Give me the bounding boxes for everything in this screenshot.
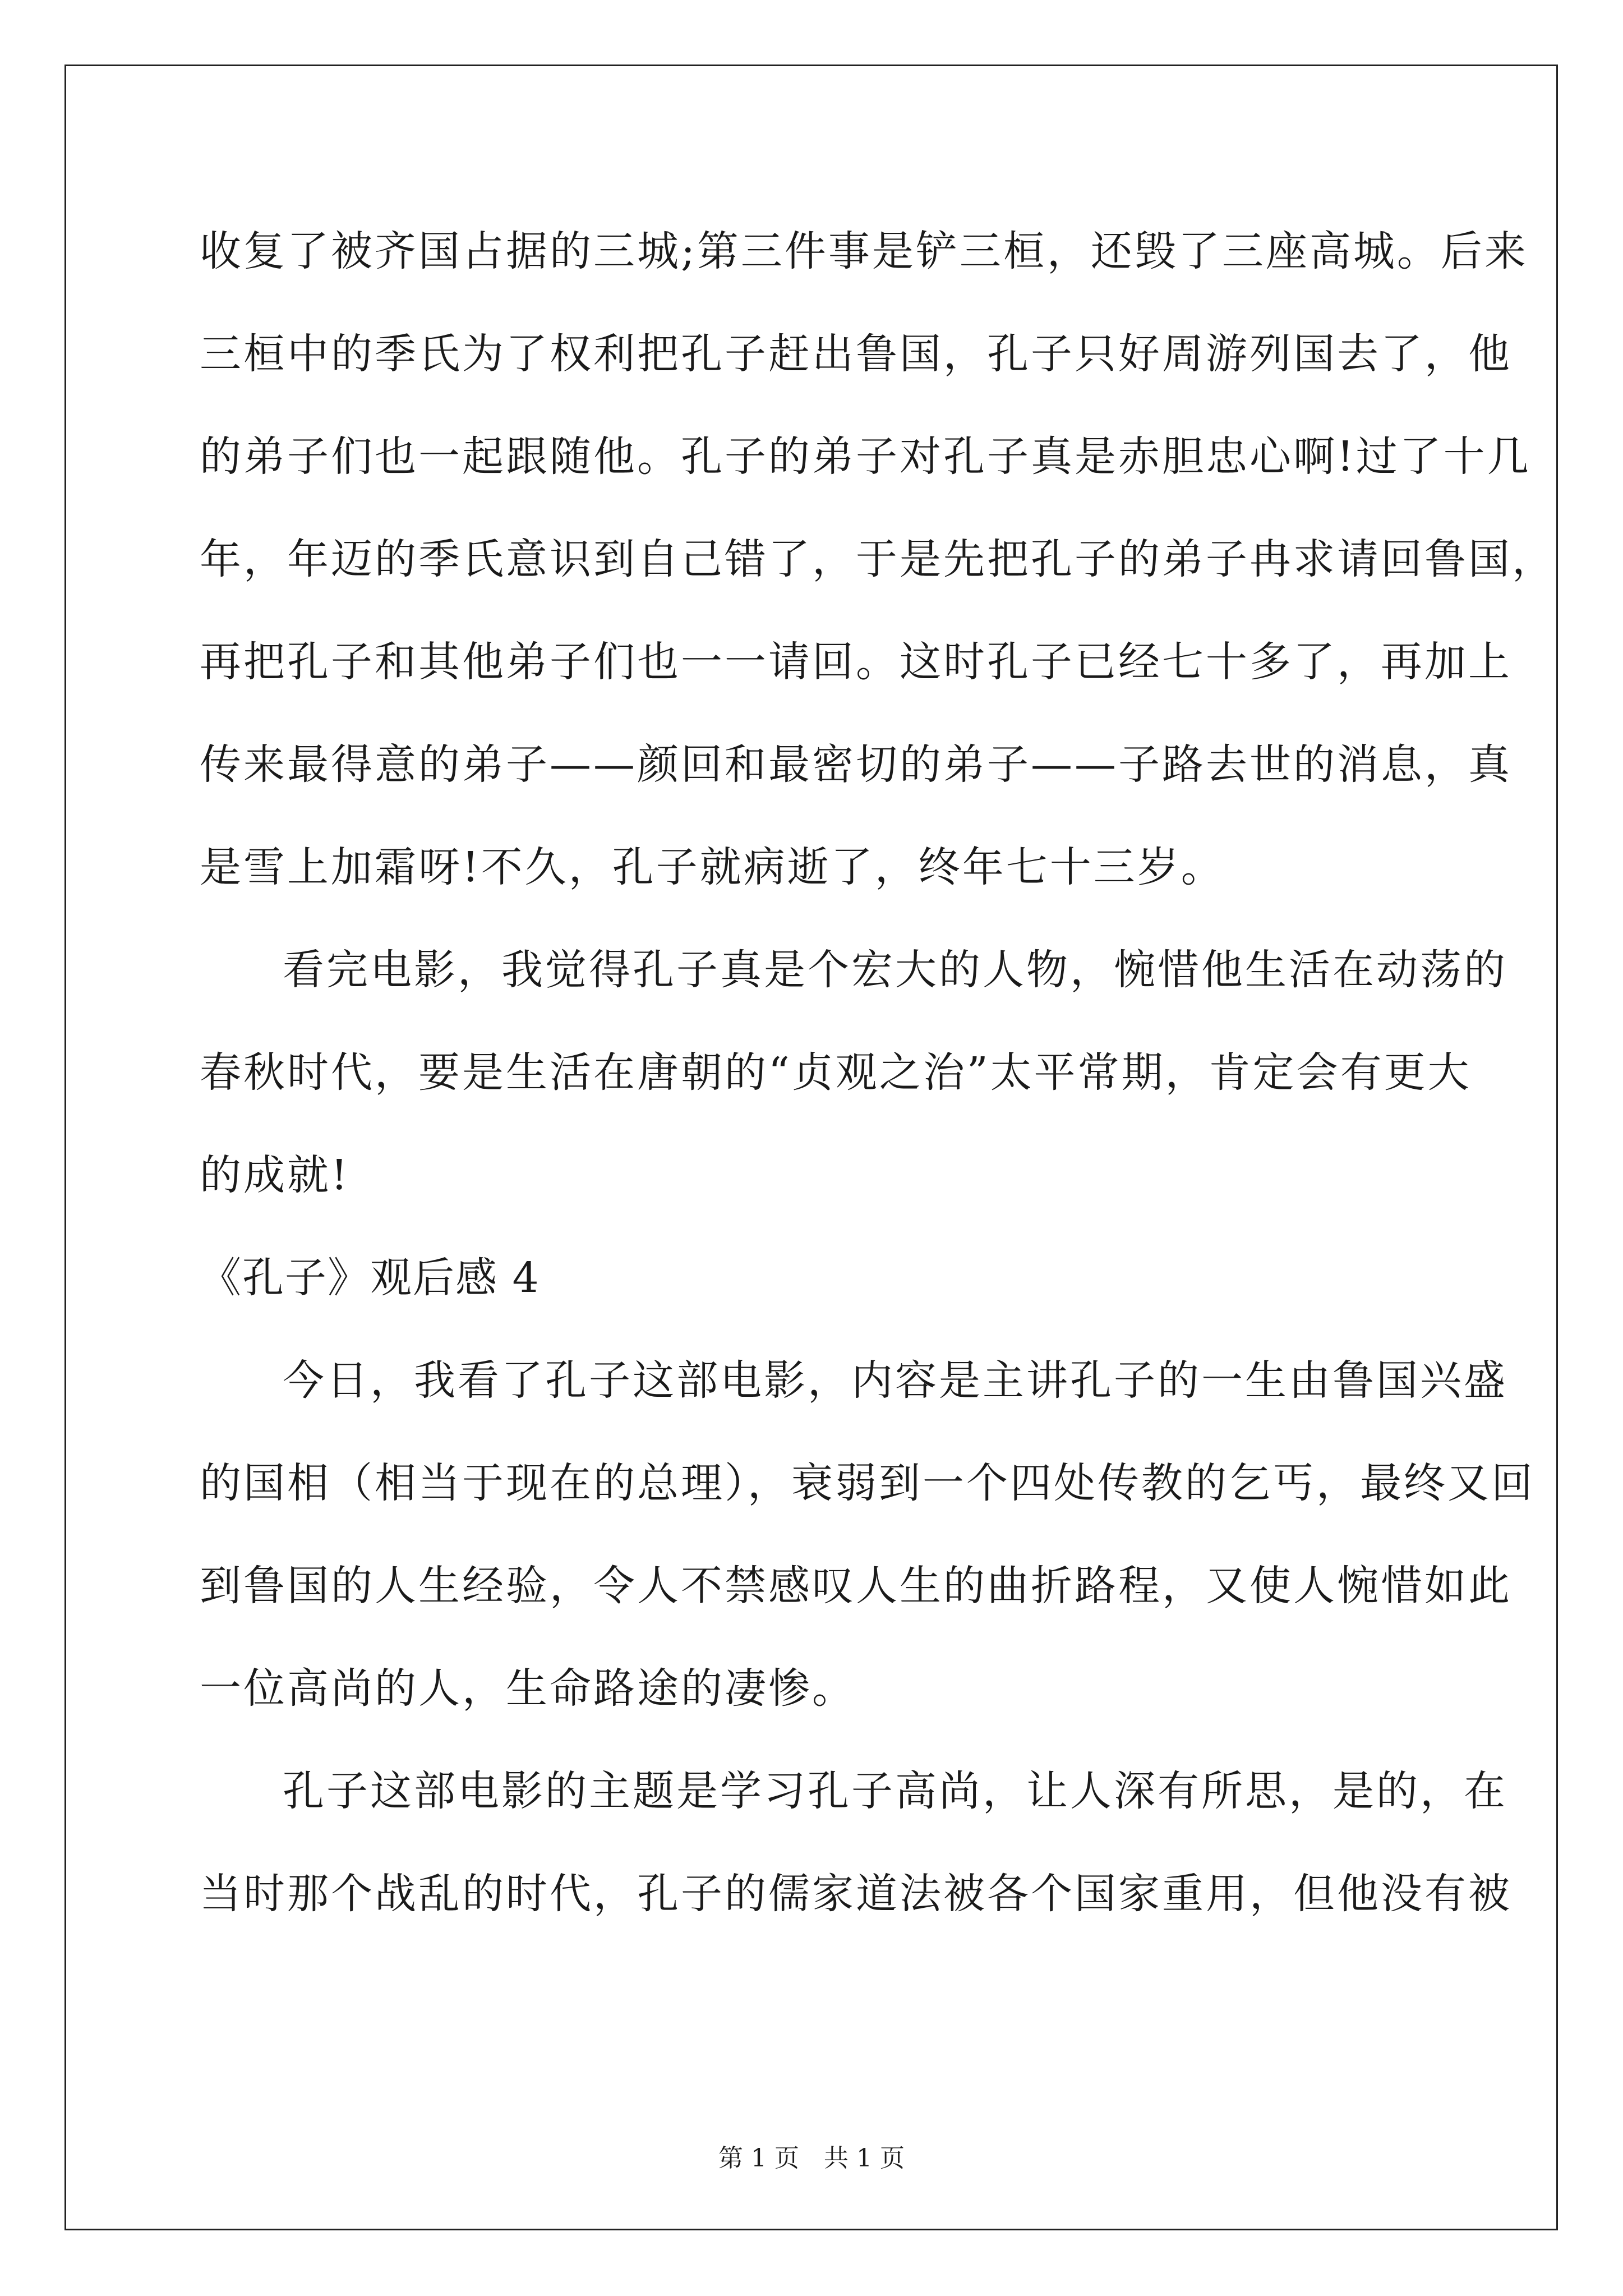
section-heading: 《孔子》观后感 4 (200, 1254, 540, 1302)
paragraph-start-line: 看完电影，我觉得孔子真是个宏大的人物，惋惜他生活在动荡的 (283, 946, 1507, 994)
text-line: 传来最得意的弟子——颜回和最密切的弟子——子路去世的消息，真 (200, 740, 1512, 789)
paragraph-start-line: 孔子这部电影的主题是学习孔子高尚，让人深有所思，是的，在 (283, 1767, 1507, 1815)
text-line: 三桓中的季氏为了权利把孔子赶出鲁国，孔子只好周游列国去了，他 (200, 330, 1512, 378)
text-line: 收复了被齐国占据的三城;第三件事是铲三桓，还毁了三座高城。后来 (200, 227, 1528, 275)
text-line: 是雪上加霜呀!不久，孔子就病逝了，终年七十三岁。 (200, 843, 1225, 891)
paragraph-start-line: 今日，我看了孔子这部电影，内容是主讲孔子的一生由鲁国兴盛 (283, 1356, 1507, 1405)
text-line: 年，年迈的季氏意识到自己错了，于是先把孔子的弟子冉求请回鲁国， (200, 535, 1556, 583)
text-line: 到鲁国的人生经验，令人不禁感叹人生的曲折路程，又使人惋惜如此 (200, 1562, 1512, 1610)
text-line: 的国相（相当于现在的总理），衰弱到一个四处传教的乞丐，最终又回 (200, 1459, 1535, 1507)
text-line: 一位高尚的人，生命路途的凄惨。 (200, 1664, 856, 1713)
text-line: 春秋时代，要是生活在唐朝的“贞观之治”太平常期，肯定会有更大 (200, 1048, 1472, 1097)
text-line: 的弟子们也一起跟随他。孔子的弟子对孔子真是赤胆忠心啊!过了十几 (200, 432, 1531, 481)
page-footer: 第 1 页 共 1 页 (718, 2144, 905, 2173)
text-line: 当时那个战乱的时代，孔子的儒家道法被各个国家重用，但他没有被 (200, 1870, 1512, 1918)
text-line: 的成就! (200, 1151, 350, 1199)
text-line: 再把孔子和其他弟子们也一一请回。这时孔子已经七十多了，再加上 (200, 638, 1512, 686)
document-body (200, 212, 1556, 1957)
